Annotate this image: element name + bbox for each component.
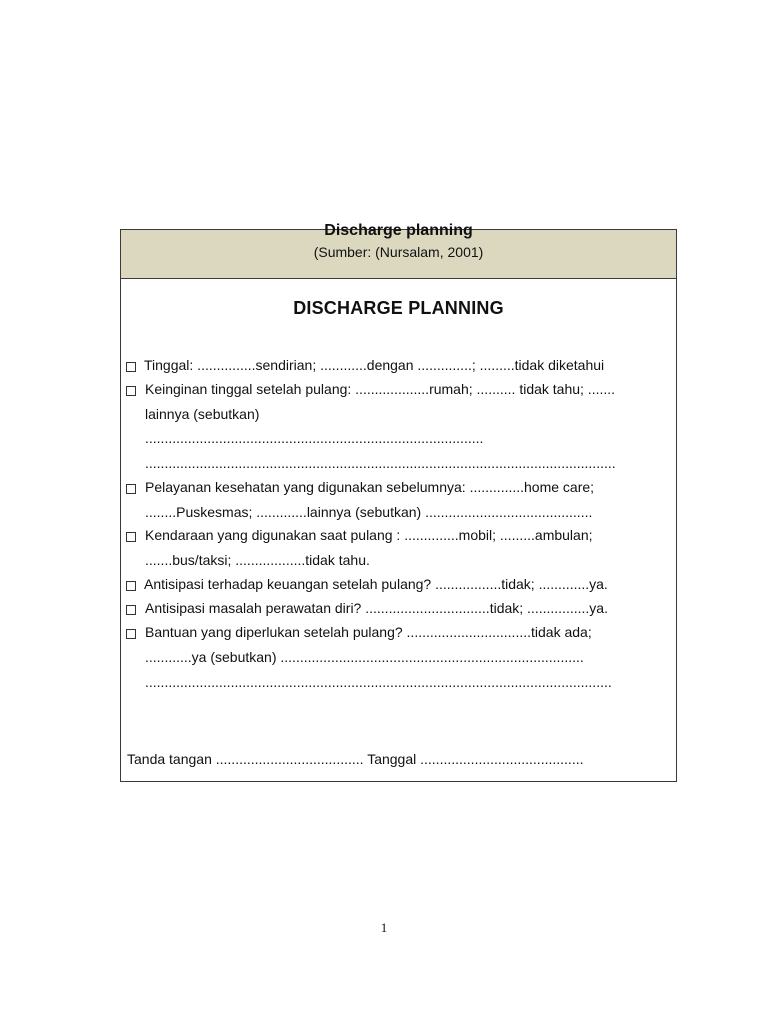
table-caption: Discharge planning — [324, 222, 473, 239]
item-kendaraan-bus: .......bus/taksi; ..................tidak tahu. — [145, 552, 370, 568]
signature-line: Tanda tangan ...................................... Tanggal .......................................... — [127, 751, 584, 767]
form-title: DISCHARGE PLANNING — [293, 298, 504, 318]
checkbox-antisipasi-keuangan[interactable] — [126, 581, 136, 591]
source-citation: (Sumber: (Nursalam, 2001) — [313, 244, 484, 260]
item-keinginan-dotted-2: ......................................................................................................................... — [145, 455, 616, 471]
discharge-planning-table — [120, 222, 677, 782]
item-kendaraan: Kendaraan yang digunakan saat pulang : ..............mobil; .........ambulan; — [145, 527, 593, 543]
checkbox-antisipasi-perawatan[interactable] — [126, 605, 136, 615]
item-keinginan-dotted-1: ....................................................................................... — [145, 430, 484, 446]
item-bantuan: Bantuan yang diperlukan setelah pulang? ................................tidak ada; — [145, 624, 592, 640]
item-keinginan-lainnya: lainnya (sebutkan) — [145, 406, 260, 422]
checkbox-tinggal[interactable] — [126, 362, 136, 372]
checkbox-pelayanan-kesehatan[interactable] — [126, 484, 136, 494]
item-bantuan-sebutkan: ............ya (sebutkan) .............................................................................. — [145, 649, 584, 665]
item-pelayanan-kesehatan: Pelayanan kesehatan yang digunakan sebelumnya: ..............home care; — [145, 479, 595, 495]
checkbox-kendaraan[interactable] — [126, 532, 136, 542]
item-bantuan-dotted: ........................................................................................................................ — [145, 674, 612, 690]
item-antisipasi-keuangan: Antisipasi terhadap keuangan setelah pulang? .................tidak; .............ya. — [144, 576, 608, 592]
checkbox-keinginan-tinggal[interactable] — [126, 386, 136, 396]
item-pelayanan-puskesmas: ........Puskesmas; .............lainnya (sebutkan) ........................................... — [145, 504, 593, 520]
page-number: 1 — [380, 920, 388, 935]
item-tinggal: Tinggal: ...............sendirian; ............dengan ..............; .........tidak diketahui — [144, 357, 605, 373]
checkbox-bantuan[interactable] — [126, 629, 136, 639]
table-header — [121, 222, 676, 279]
item-keinginan-tinggal: Keinginan tinggal setelah pulang: ...................rumah; .......... tidak tahu; ....... — [145, 381, 616, 397]
item-antisipasi-perawatan: Antisipasi masalah perawatan diri? ................................tidak; ................ya. — [145, 600, 608, 616]
